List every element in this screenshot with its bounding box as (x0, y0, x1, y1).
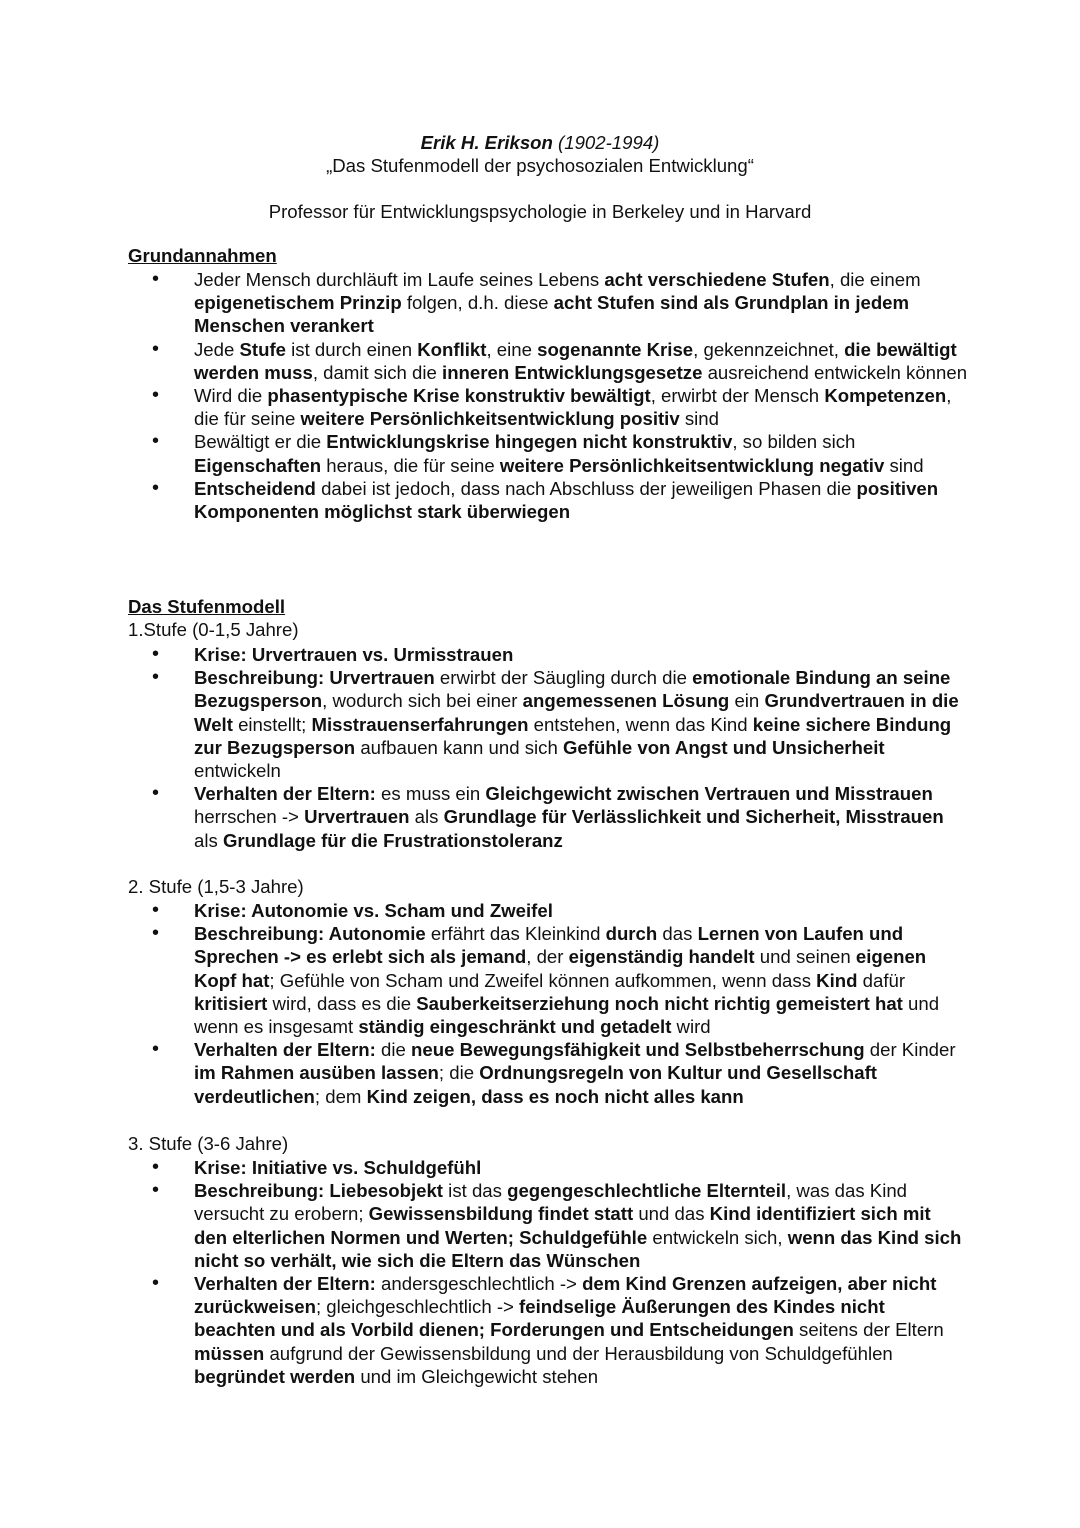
text-run: ist das (443, 1180, 508, 1202)
text-run: , wodurch sich bei einer (322, 690, 523, 712)
bold-text: Gleichgewicht zwischen Vertrauen und Misstrauen (485, 783, 933, 805)
bold-text: die bewältigt werden muss (194, 338, 957, 383)
bold-text: eigenständig handelt (568, 946, 755, 968)
stage-2-list (128, 899, 968, 1108)
text-run: dafür (857, 969, 906, 991)
bold-text: Verhalten der Eltern: (194, 1039, 376, 1061)
text-run: ; die (438, 1062, 480, 1084)
list-item (128, 1272, 968, 1388)
bold-text: Konflikt (417, 338, 487, 360)
text-run: das (657, 923, 698, 945)
bold-text: Stufe (239, 338, 286, 360)
text-run: ausreichend entwickeln können (702, 361, 968, 383)
bold-text: Verhalten der Eltern: (194, 1273, 376, 1295)
bold-text: weitere Persönlichkeitsentwicklung positiv (300, 408, 680, 430)
text-run: erwirbt der Säugling durch die (434, 667, 693, 689)
list-item (128, 922, 968, 1038)
text-run: entwickeln (194, 760, 281, 782)
bold-text: müssen (194, 1342, 265, 1364)
text-run: sind (884, 454, 924, 476)
bold-text: wenn das Kind sich nicht so verhält, wie sich die Eltern das Wünschen (194, 1226, 962, 1271)
text-run: ; Gefühle von Scham und Zweifel können aufkommen, wenn dass (269, 969, 817, 991)
text-run: ist durch einen (285, 338, 418, 360)
text-run: sind (679, 408, 719, 430)
text-run: andersgeschlechtlich -> (375, 1273, 583, 1295)
list-item (128, 1156, 968, 1179)
list-item (128, 782, 968, 852)
list-item (128, 899, 968, 922)
document-subtitle: „Das Stufenmodell der psychosozialen Entwicklung“ (326, 155, 754, 176)
list-item (128, 643, 968, 666)
bold-text: eigenen Kopf hat (194, 946, 927, 991)
text-run: , der (526, 946, 569, 968)
text-run: und im Gleichgewicht stehen (355, 1365, 599, 1387)
bold-text: Grundvertrauen in die Welt (194, 690, 959, 735)
text-run: , damit sich die (312, 361, 443, 383)
bold-text: positiven Komponenten möglichst stark überwiegen (194, 477, 939, 523)
bold-text: Eigenschaften (194, 454, 322, 476)
text-run: ; gleichgeschlechtlich -> (315, 1296, 520, 1318)
text-run: die (375, 1039, 412, 1061)
bold-text: Lernen von Laufen und Sprechen -> es erlebt sich als jemand (194, 923, 904, 968)
text-run: , die für seine (194, 385, 952, 430)
bold-text: acht verschiedene Stufen (604, 269, 830, 290)
stage-1-title: 1.Stufe (0-1,5 Jahre) (128, 619, 299, 640)
bold-text: epigenetischem Prinzip (194, 292, 402, 314)
bold-text: weitere Persönlichkeitsentwicklung negativ (499, 454, 885, 476)
list-item (128, 268, 968, 338)
bold-text: Kind identifiziert sich mit den elterlichen Normen und Werten; Schuldgefühle (194, 1203, 931, 1248)
text-run: folgen, d.h. diese (401, 292, 554, 314)
text-run: , erwirbt der Mensch (650, 385, 825, 407)
bold-text: angemessenen Lösung (522, 690, 730, 712)
text-run: und das (633, 1203, 710, 1225)
list-item (128, 430, 968, 476)
bold-text: Krise: Initiative vs. Schuldgefühl (194, 1157, 482, 1178)
text-run: , was das Kind versucht zu erobern; (194, 1180, 908, 1225)
bold-text: Krise: Autonomie vs. Scham und Zweifel (194, 900, 553, 921)
bold-text: feindselige Äußerungen des Kindes nicht beachten und als Vorbild dienen; Forderungen und Entscheidungen (194, 1296, 885, 1341)
section-heading-stufenmodell: Das Stufenmodell (128, 596, 286, 617)
text-run: und wenn es insgesamt (194, 992, 940, 1038)
bold-text: Kind zeigen, dass es noch nicht alles kann (366, 1085, 744, 1107)
text-run: heraus, die für seine (321, 454, 500, 476)
bold-text: sogenannte Krise (537, 338, 694, 360)
list-item (128, 666, 968, 782)
text-run: ; dem (314, 1085, 367, 1107)
list-item (128, 477, 968, 523)
document-title (0, 131, 1080, 155)
bold-text: Kind (816, 969, 858, 991)
text-run: aufbauen kann und sich (355, 736, 563, 758)
text-run: Bewältigt er die (194, 431, 327, 453)
text-run: als (194, 829, 223, 851)
list-item (128, 338, 968, 384)
stage-2-title: 2. Stufe (1,5-3 Jahre) (128, 876, 304, 897)
text-run: Jeder Mensch durchläuft im Laufe seines Lebens (194, 269, 605, 290)
bold-text: Beschreibung: Autonomie (194, 923, 426, 945)
text-run: der Kinder (864, 1039, 956, 1061)
bold-text: Entwicklungskrise hingegen nicht konstruktiv (326, 431, 733, 453)
text-run: aufgrund der Gewissensbildung und der Herausbildung von Schuldgefühlen (264, 1342, 893, 1364)
bold-text: emotionale Bindung an seine Bezugsperson (194, 667, 951, 712)
bold-text: Verhalten der Eltern: (194, 783, 376, 805)
list-item (128, 384, 968, 430)
bold-text: durch (605, 923, 658, 945)
text-run: ein (729, 690, 765, 712)
bold-text: Beschreibung: Liebesobjekt (194, 1180, 444, 1202)
bold-text: Gefühle von Angst und Unsicherheit (562, 736, 885, 758)
text-run: dabei ist jedoch, dass nach Abschluss der jeweiligen Phasen die (315, 477, 857, 499)
bold-text: Grundlage für Verlässlichkeit und Sicherheit, Misstrauen (443, 806, 944, 828)
bold-text: Kompetenzen (824, 385, 947, 407)
bold-text: phasentypische Krise konstruktiv bewältigt (267, 385, 651, 407)
text-run: , so bilden sich (732, 431, 856, 453)
stage-1-list (128, 643, 968, 852)
list-item (128, 1038, 968, 1108)
bold-text: Grundlage für die Frustrationstoleranz (222, 829, 563, 851)
text-run: wird (671, 1016, 711, 1038)
bold-text: Entscheidend (194, 477, 316, 499)
bold-text: ständig eingeschränkt und getadelt (358, 1016, 672, 1038)
bold-text: Sauberkeitserziehung noch nicht richtig gemeistert hat (416, 992, 903, 1014)
text-run: und seinen (754, 946, 856, 968)
text-run: entstehen, wenn das Kind (528, 713, 753, 735)
bold-text: keine sichere Bindung zur Bezugsperson (194, 713, 952, 758)
text-run: einstellt; (232, 713, 312, 735)
bold-text: Ordnungsregeln von Kultur und Gesellschaft verdeutlichen (194, 1062, 877, 1107)
bold-text: Misstrauenserfahrungen (311, 713, 529, 735)
author-years: (1902-1994) (552, 132, 660, 153)
author-name: Erik H. Erikson (420, 132, 553, 153)
text-run: Jede (194, 338, 240, 360)
bold-text: Urvertrauen (304, 806, 410, 828)
bold-text: inneren Entwicklungsgesetze (442, 361, 703, 383)
text-run: entwickeln sich, (647, 1226, 788, 1248)
bold-text: gegengeschlechtliche Elternteil (507, 1180, 787, 1202)
bold-text: begründet werden (194, 1365, 356, 1387)
stage-3-title: 3. Stufe (3-6 Jahre) (128, 1133, 289, 1154)
bold-text: Beschreibung: Urvertrauen (194, 667, 435, 689)
text-run: Wird die (194, 385, 268, 407)
text-run: es muss ein (375, 783, 486, 805)
text-run: herrschen -> (194, 806, 305, 828)
list-item (128, 1179, 968, 1272)
author-profession: Professor für Entwicklungspsychologie in Berkeley und in Harvard (268, 201, 812, 222)
bold-text: Krise: Urvertrauen vs. Urmisstrauen (194, 644, 514, 665)
bold-text: dem Kind Grenzen aufzeigen, aber nicht zurückweisen (194, 1273, 937, 1318)
text-run: wird, dass es die (267, 992, 417, 1014)
text-run: , eine (486, 338, 538, 360)
text-run: , gekennzeichnet, (693, 338, 845, 360)
text-run: erfährt das Kleinkind (425, 923, 606, 945)
bold-text: im Rahmen ausüben lassen (194, 1062, 439, 1084)
text-run: seitens der Eltern (793, 1319, 944, 1341)
section-heading-grundannahmen: Grundannahmen (128, 245, 277, 266)
bold-text: Gewissensbildung findet statt (368, 1203, 634, 1225)
text-run: , die einem (829, 269, 921, 290)
bold-text: neue Bewegungsfähigkeit und Selbstbeherrschung (411, 1039, 865, 1061)
bold-text: kritisiert (194, 992, 268, 1014)
bold-text: acht Stufen sind als Grundplan in jedem Menschen verankert (194, 292, 910, 337)
grundannahmen-list (128, 268, 968, 523)
text-run: als (409, 806, 444, 828)
stage-3-list (128, 1156, 968, 1388)
